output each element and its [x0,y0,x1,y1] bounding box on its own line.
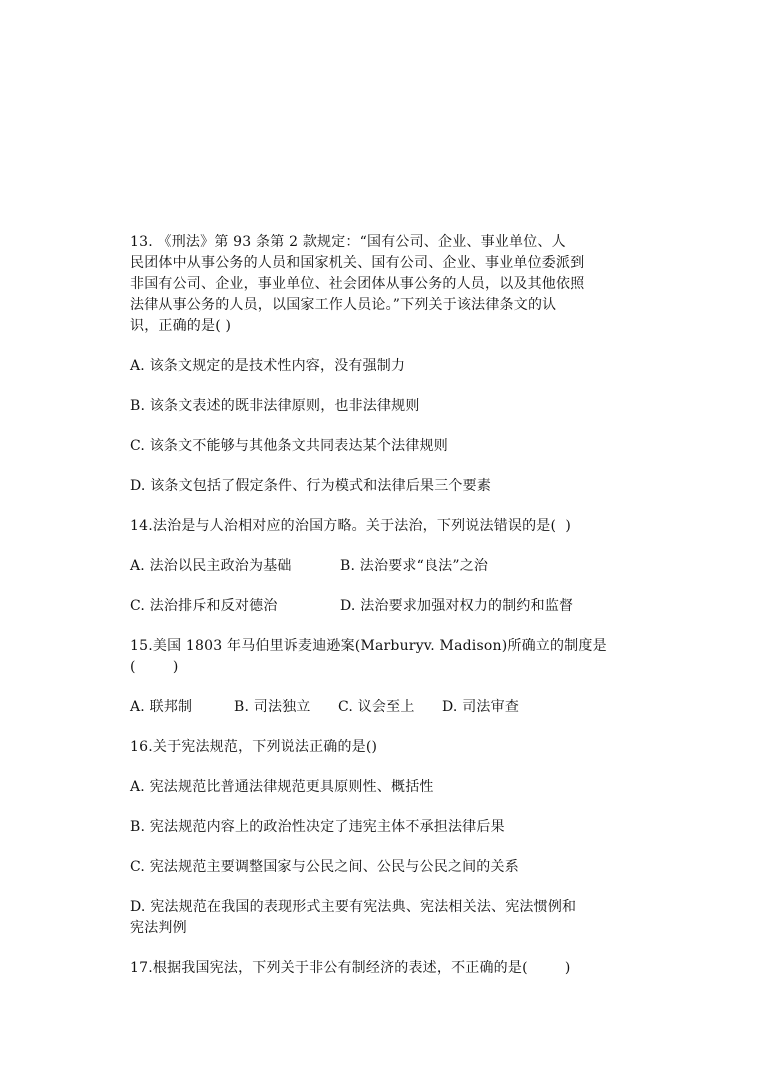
question-17-stem: 17.根据我国宪法，下列关于非公有制经济的表述，不正确的是( ) [130,960,571,976]
question-16-stem: 16.关于宪法规范，下列说法正确的是() [130,739,378,755]
question-15-line: 15.美国 1803 年马伯里诉麦迪逊案(Marburyv. Madison)所确立的制度是 [130,638,607,654]
question-13-option-d: D. 该条文包括了假定条件、行为模式和法律后果三个要素 [130,478,492,494]
question-14-option-c: C. 法治排斥和反对德治 [130,598,278,614]
question-14-options-row-1 [130,556,630,577]
question-15-option-b: B. 司法独立 [234,699,311,715]
question-16-option-b: B. 宪法规范内容上的政治性决定了违宪主体不承担法律后果 [130,819,505,835]
question-16-option-d-line: 宪法判例 [130,920,187,936]
question-15-option-d: D. 司法审查 [442,699,520,715]
question-16-option-d-line: D. 宪法规范在我国的表现形式主要有宪法典、宪法相关法、宪法惯例和 [130,899,577,915]
question-14-stem: 14.法治是与人治相对应的治国方略。关于法治，下列说法错误的是( ) [130,518,572,534]
question-13-line: 民团体中从事公务的人员和国家机关、国有公司、企业、事业单位委派到 [130,255,585,271]
question-16-option-a: A. 宪法规范比普通法律规范更具原则性、概括性 [130,779,434,795]
question-14-option-b: B. 法治要求“良法”之治 [340,558,489,574]
question-16-option-d [130,897,630,939]
question-15-options-row [130,697,630,718]
question-15-option-c: C. 议会至上 [338,699,415,715]
question-13-stem [130,232,630,337]
question-15-option-a: A. 联邦制 [130,699,193,715]
question-13-option-b: B. 该条文表述的既非法律原则，也非法律规则 [130,398,420,414]
question-content [130,232,630,979]
question-16-option-c: C. 宪法规范主要调整国家与公民之间、公民与公民之间的关系 [130,859,519,875]
question-13-line: 13. 《刑法》第 93 条第 2 款规定：“国有公司、企业、事业单位、人 [130,234,566,250]
question-15-stem [130,636,630,678]
question-15-answer-blank: ( ) [130,659,179,675]
question-13-line: 非国有公司、企业，事业单位、社会团体从事公务的人员，以及其他依照 [130,276,585,292]
question-13-line: 法律从事公务的人员，以国家工作人员论。”下列关于该法律条文的认 [130,297,557,313]
question-13-option-a: A. 该条文规定的是技术性内容，没有强制力 [130,358,406,374]
question-14-option-a: A. 法治以民主政治为基础 [130,558,292,574]
question-13-line: 识，正确的是( ) [130,318,232,334]
question-14-options-row-2 [130,596,630,617]
question-14-option-d: D. 法治要求加强对权力的制约和监督 [340,598,574,614]
question-13-option-c: C. 该条文不能够与其他条文共同表达某个法律规则 [130,438,448,454]
